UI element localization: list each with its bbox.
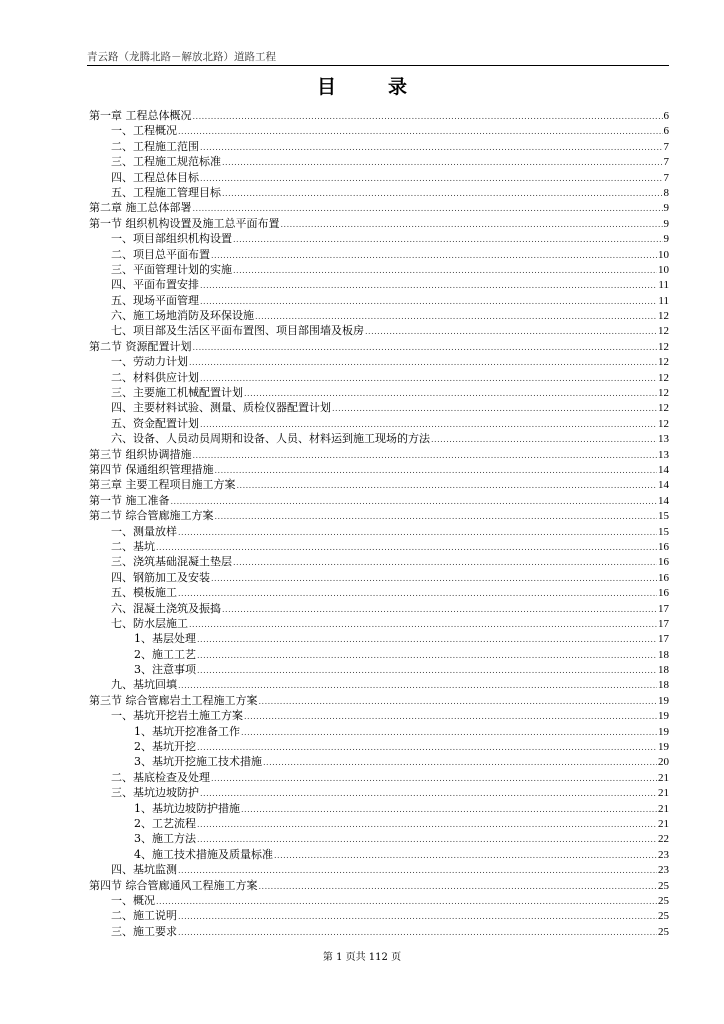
toc-entry-label: 一、概况 [111,893,155,907]
toc-entry-page: 6 [663,110,669,122]
toc-entry-label: 三、浇筑基础混凝土垫层 [111,555,232,569]
toc-entry-page: 20 [658,756,669,769]
toc-entry-label: 二、施工说明 [111,909,177,923]
toc-entry[interactable] [89,847,669,862]
toc-entry-page: 16 [658,556,669,569]
toc-entry-label: 第四节 保通组织管理措施 [89,462,214,476]
toc-entry-label: 二、基坑 [111,539,155,553]
toc-entry[interactable] [89,616,669,631]
toc-leader-dots [222,186,663,201]
toc-entry-label: 六、混凝土浇筑及振捣 [111,601,221,615]
toc-entry[interactable] [89,677,669,692]
toc-entry[interactable] [89,893,669,908]
toc-entry[interactable] [89,585,669,600]
toc-entry-page: 16 [658,587,669,600]
toc-entry[interactable] [89,508,669,523]
toc-entry-page: 9 [663,202,669,215]
toc-entry-label: 第一章 工程总体概况 [89,109,192,122]
toc-leader-dots [156,894,657,909]
toc-entry-page: 15 [658,510,669,523]
toc-entry-page: 22 [658,833,669,846]
toc-entry-page: 7 [663,140,669,153]
toc-leader-dots [233,555,657,570]
toc-leader-dots [193,448,658,463]
toc-entry-label: 四、钢筋加工及安装 [111,570,210,584]
toc-entry[interactable] [89,862,669,877]
toc-entry[interactable] [89,801,669,816]
toc-entry-page: 6 [663,125,669,138]
toc-entry-label: 第一节 施工准备 [89,493,170,507]
toc-entry-label: 2、基坑开挖 [134,740,196,754]
toc-entry-label: 五、现场平面管理 [111,293,199,307]
toc-entry[interactable] [89,216,669,231]
toc-leader-dots [200,371,657,386]
toc-entry[interactable] [89,831,669,846]
toc-entry[interactable] [89,754,669,769]
toc-entry[interactable] [89,200,669,215]
toc-entry[interactable] [89,924,669,939]
toc-leader-dots [197,740,657,755]
toc-entry[interactable] [89,493,669,508]
toc-leader-dots [193,340,658,355]
toc-entry-label: 第三节 综合管廊岩土工程施工方案 [89,693,258,707]
toc-entry-page: 21 [658,771,669,784]
toc-entry[interactable] [89,708,669,723]
toc-entry-label: 一、劳动力计划 [111,355,188,369]
toc-entry[interactable] [89,139,669,154]
toc-entry[interactable] [89,370,669,385]
toc-entry-label: 四、基坑监测 [111,863,177,877]
toc-entry-page: 13 [658,433,669,446]
toc-entry-label: 一、项目部组织机构设置 [111,232,232,246]
toc-entry[interactable] [89,293,669,308]
toc-entry-page: 12 [658,417,669,430]
toc-leader-dots [193,109,663,124]
toc-entry[interactable] [89,647,669,662]
toc-entry-page: 23 [658,864,669,877]
toc-entry[interactable] [89,170,669,185]
toc-entry-label: 第二章 施工总体部署 [89,201,192,215]
toc-entry-label: 第三节 组织协调措施 [89,447,192,461]
toc-entry[interactable] [89,785,669,800]
toc-entry[interactable] [89,908,669,923]
toc-entry-label: 1、基坑开挖准备工作 [134,724,240,738]
toc-entry-page: 19 [658,694,669,707]
toc-entry-page: 25 [658,925,669,938]
toc-entry-page: 21 [658,787,669,800]
toc-leader-dots [197,663,657,678]
toc-entry-page: 19 [658,710,669,723]
toc-leader-dots [200,171,663,186]
toc-leader-dots [178,124,663,139]
toc-leader-dots [197,632,657,647]
toc-entry-label: 2、工艺流程 [134,816,196,830]
toc-leader-dots [233,263,657,278]
toc-entry-label: 第一节 组织机构设置及施工总平面布置 [89,216,280,230]
toc-leader-dots [233,232,663,247]
table-of-contents [89,108,669,939]
toc-entry-page: 7 [663,156,669,169]
toc-entry-label: 三、基坑边坡防护 [111,786,199,800]
toc-leader-dots [193,201,663,216]
toc-leader-dots [178,678,657,693]
toc-entry-page: 12 [658,387,669,400]
toc-leader-dots [431,432,657,447]
toc-entry[interactable] [89,123,669,138]
toc-leader-dots [259,694,658,709]
toc-entry-page: 10 [658,248,669,261]
toc-entry[interactable] [89,662,669,677]
toc-entry[interactable] [89,462,669,477]
toc-leader-dots [241,802,657,817]
toc-entry-page: 12 [658,371,669,384]
page-footer: 第 1 页共 112 页 [322,952,402,963]
toc-title: 目录 [316,76,459,98]
toc-entry-page: 19 [658,741,669,754]
toc-entry[interactable] [89,416,669,431]
page-header: 青云路（龙腾北路－解放北路）道路工程 [87,51,276,63]
toc-entry[interactable] [89,339,669,354]
toc-entry[interactable] [89,185,669,200]
toc-entry-label: 1、基层处理 [134,632,196,646]
toc-entry-label: 六、设备、人员动员周期和设备、人员、材料运到施工现场的方法 [111,432,430,446]
toc-entry-page: 9 [663,217,669,230]
toc-entry-label: 第四节 综合管廊通风工程施工方案 [89,878,258,892]
toc-entry-label: 九、基坑回填 [111,678,177,692]
toc-leader-dots [274,848,657,863]
toc-leader-dots [211,248,657,263]
toc-entry[interactable] [89,539,669,554]
toc-entry[interactable] [89,878,669,893]
toc-leader-dots [244,709,657,724]
toc-leader-dots [211,571,657,586]
toc-leader-dots [200,786,657,801]
toc-leader-dots [178,586,657,601]
toc-leader-dots [197,648,657,663]
toc-leader-dots [237,478,658,493]
toc-entry-label: 3、施工方法 [134,832,196,846]
toc-entry[interactable] [89,524,669,539]
toc-entry-label: 二、项目总平面布置 [111,247,210,261]
toc-entry-page: 21 [658,817,669,830]
toc-entry-label: 一、工程概况 [111,124,177,138]
toc-entry[interactable] [89,570,669,585]
toc-entry-page: 16 [658,571,669,584]
toc-entry-label: 五、模板施工 [111,586,177,600]
toc-leader-dots [171,494,658,509]
toc-leader-dots [259,879,658,894]
toc-leader-dots [189,617,657,632]
toc-entry-label: 三、平面管理计划的实施 [111,262,232,276]
toc-entry[interactable] [89,400,669,415]
toc-entry-label: 第二节 综合管廊施工方案 [89,509,214,523]
toc-entry[interactable] [89,631,669,646]
toc-entry[interactable] [89,431,669,446]
toc-entry-page: 11 [658,279,669,292]
toc-entry[interactable] [89,554,669,569]
toc-entry-page: 13 [658,448,669,461]
toc-entry[interactable] [89,447,669,462]
toc-entry-label: 一、测量放样 [111,524,177,538]
toc-leader-dots [281,217,663,232]
toc-leader-dots [200,417,657,432]
toc-entry-label: 3、基坑开挖施工技术措施 [134,755,262,769]
toc-entry-page: 25 [658,879,669,892]
toc-entry[interactable] [89,262,669,277]
toc-leader-dots [178,525,657,540]
toc-entry-page: 23 [658,848,669,861]
toc-entry-page: 14 [658,494,669,507]
toc-entry-page: 25 [658,910,669,923]
toc-leader-dots [178,863,657,878]
toc-entry-label: 第二节 资源配置计划 [89,339,192,353]
toc-entry-label: 2、施工工艺 [134,647,196,661]
toc-entry-page: 7 [663,171,669,184]
toc-entry-page: 9 [663,233,669,246]
toc-entry[interactable] [89,108,669,123]
toc-leader-dots [241,725,657,740]
toc-leader-dots [263,755,657,770]
toc-entry-label: 二、材料供应计划 [111,370,199,384]
toc-entry-page: 18 [658,679,669,692]
toc-entry-label: 3、注意事项 [134,663,196,677]
toc-entry[interactable] [89,308,669,323]
toc-entry-page: 25 [658,894,669,907]
toc-leader-dots [200,140,663,155]
toc-leader-dots [255,309,657,324]
toc-entry-label: 四、平面布置安排 [111,278,199,292]
toc-leader-dots [215,509,658,524]
toc-entry-label: 二、工程施工范围 [111,139,199,153]
toc-entry-label: 4、施工技术措施及质量标准 [134,847,273,861]
toc-entry[interactable] [89,477,669,492]
toc-entry-label: 三、施工要求 [111,924,177,938]
toc-entry[interactable] [89,601,669,616]
toc-entry-label: 七、项目部及生活区平面布置图、项目部围墙及板房 [111,324,364,338]
toc-leader-dots [200,278,657,293]
toc-leader-dots [197,817,657,832]
toc-entry-label: 四、工程总体目标 [111,170,199,184]
toc-entry-page: 12 [658,402,669,415]
toc-entry[interactable] [89,693,669,708]
toc-entry-page: 12 [658,325,669,338]
toc-leader-dots [178,925,657,940]
toc-entry[interactable] [89,724,669,739]
toc-entry-page: 8 [663,186,669,199]
toc-entry[interactable] [89,385,669,400]
toc-entry-label: 七、防水层施工 [111,616,188,630]
toc-entry-label: 第三章 主要工程项目施工方案 [89,478,236,492]
toc-entry-page: 14 [658,479,669,492]
toc-entry-page: 16 [658,540,669,553]
toc-entry[interactable] [89,247,669,262]
toc-leader-dots [156,540,657,555]
toc-entry-label: 1、基坑边坡防护措施 [134,801,240,815]
toc-leader-dots [215,463,658,478]
toc-entry[interactable] [89,816,669,831]
toc-leader-dots [200,294,657,309]
toc-leader-dots [222,602,657,617]
toc-entry-page: 12 [658,340,669,353]
toc-entry-label: 三、工程施工规范标准 [111,155,221,169]
toc-leader-dots [222,155,663,170]
toc-entry[interactable] [89,277,669,292]
toc-entry-page: 14 [658,463,669,476]
toc-leader-dots [178,909,657,924]
toc-entry-label: 四、主要材料试验、测量、质检仪器配置计划 [111,401,331,415]
toc-leader-dots [211,771,657,786]
toc-entry-page: 21 [658,802,669,815]
toc-leader-dots [197,832,657,847]
toc-entry-label: 六、施工场地消防及环保设施 [111,309,254,323]
toc-entry-page: 11 [658,294,669,307]
toc-entry-page: 17 [658,633,669,646]
toc-entry[interactable] [89,739,669,754]
toc-entry-label: 一、基坑开挖岩土施工方案 [111,709,243,723]
toc-leader-dots [332,401,657,416]
toc-entry-label: 五、资金配置计划 [111,416,199,430]
toc-entry-page: 18 [658,648,669,661]
toc-leader-dots [365,324,657,339]
toc-entry-page: 12 [658,310,669,323]
toc-entry-page: 10 [658,263,669,276]
toc-entry[interactable] [89,323,669,338]
toc-entry[interactable] [89,770,669,785]
toc-entry[interactable] [89,154,669,169]
toc-entry-label: 三、主要施工机械配置计划 [111,386,243,400]
toc-entry-label: 五、工程施工管理目标 [111,185,221,199]
toc-entry-page: 17 [658,602,669,615]
toc-entry-page: 12 [658,356,669,369]
toc-leader-dots [244,386,657,401]
toc-entry[interactable] [89,231,669,246]
toc-entry-page: 18 [658,664,669,677]
toc-entry-page: 19 [658,725,669,738]
toc-entry-label: 二、基底检查及处理 [111,770,210,784]
toc-entry[interactable] [89,354,669,369]
toc-entry-page: 15 [658,525,669,538]
toc-entry-page: 17 [658,617,669,630]
toc-leader-dots [189,355,657,370]
header-rule [87,65,669,66]
